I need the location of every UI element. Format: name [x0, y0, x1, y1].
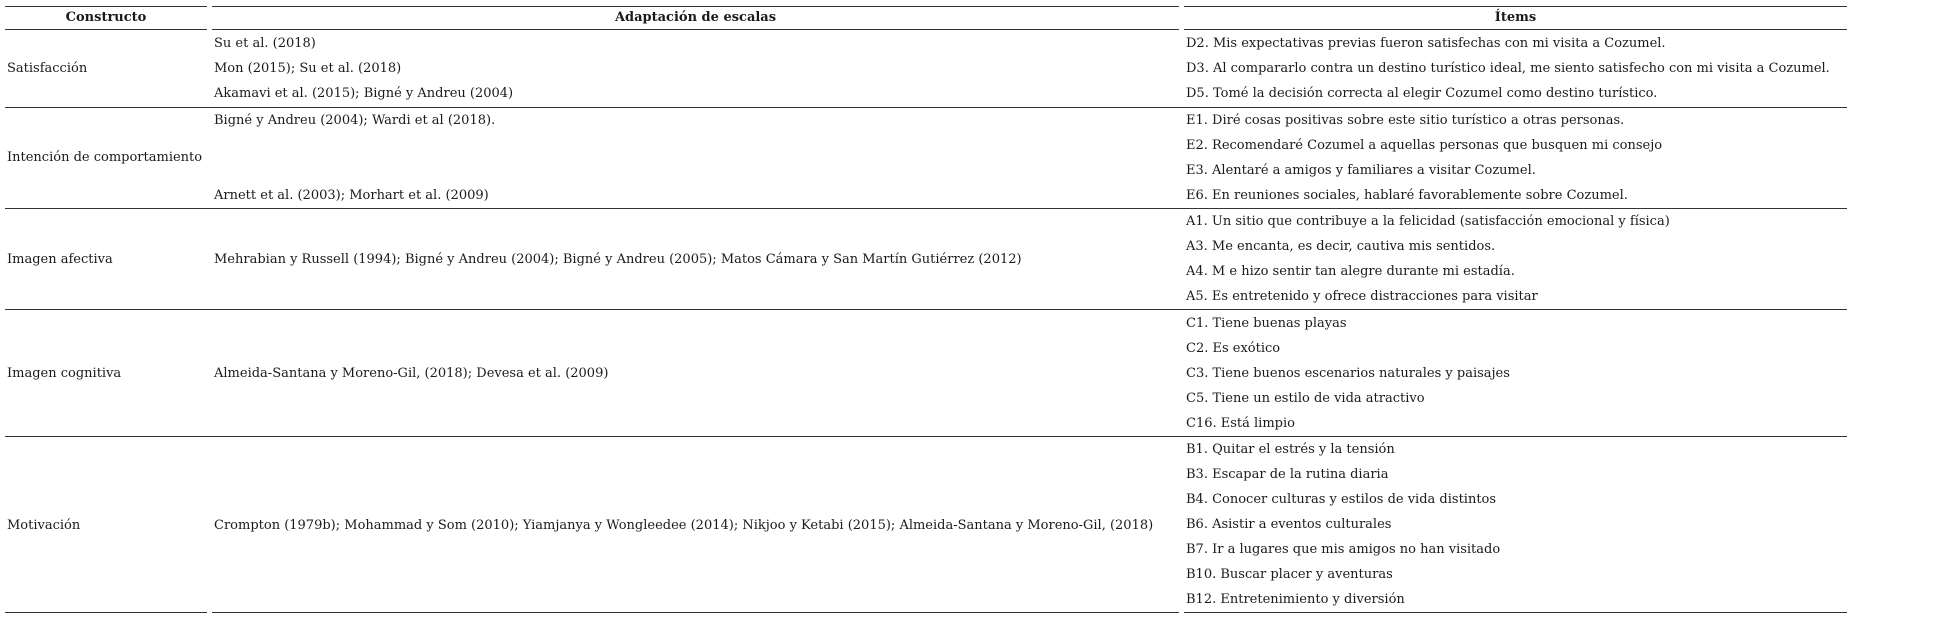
item-cell: C3. Tiene buenos escenarios naturales y paisajes [1186, 366, 1510, 381]
header-items: Ítems [1494, 10, 1537, 25]
item-cell: A4. M e hizo sentir tan alegre durante mi estadía. [1186, 264, 1515, 279]
construct-satisfaccion: Satisfacción [7, 61, 88, 76]
item-cell: B7. Ir a lugares que mis amigos no han visitado [1186, 542, 1501, 557]
header-rule-col2 [212, 29, 1179, 30]
source-cell: Mehrabian y Russell (1994); Bigné y Andreu (2004); Bigné y Andreu (2005); Matos Cámara y San Martín Gutiérrez (2012) [214, 252, 1022, 267]
group-rule [5, 309, 1847, 310]
item-cell: B12. Entretenimiento y diversión [1186, 592, 1405, 607]
top-rule-col1 [5, 6, 207, 7]
bottom-rule-col1 [5, 612, 207, 613]
construct-imagen-afectiva: Imagen afectiva [7, 252, 113, 267]
item-cell: B1. Quitar el estrés y la tensión [1186, 442, 1395, 457]
item-cell: B4. Conocer culturas y estilos de vida distintos [1186, 492, 1497, 507]
group-rule [5, 436, 1847, 437]
header-rule-col3 [1184, 29, 1847, 30]
item-cell: C5. Tiene un estilo de vida atractivo [1186, 391, 1425, 406]
header-rule-col1 [5, 29, 207, 30]
item-cell: D2. Mis expectativas previas fueron satisfechas con mi visita a Cozumel. [1186, 36, 1666, 51]
construct-imagen-cognitiva: Imagen cognitiva [7, 366, 122, 381]
group-rule [5, 107, 1847, 108]
item-cell: C16. Está limpio [1186, 416, 1295, 431]
item-cell: D5. Tomé la decisión correcta al elegir Cozumel como destino turístico. [1186, 86, 1658, 101]
construct-intencion: Intención de comportamiento [7, 150, 203, 165]
item-cell: B10. Buscar placer y aventuras [1186, 567, 1393, 582]
item-cell: D3. Al compararlo contra un destino turístico ideal, me siento satisfecho con mi visita a Cozumel. [1186, 61, 1830, 76]
source-cell: Arnett et al. (2003); Morhart et al. (2009) [214, 188, 489, 203]
source-cell: Mon (2015); Su et al. (2018) [214, 61, 402, 76]
header-adaptation: Adaptación de escalas [614, 10, 777, 25]
source-cell: Bigné y Andreu (2004); Wardi et al (2018). [214, 113, 496, 128]
bottom-rule-col2 [212, 612, 1179, 613]
source-cell: Almeida-Santana y Moreno-Gil, (2018); Devesa et al. (2009) [214, 366, 609, 381]
source-cell: Su et al. (2018) [214, 36, 316, 51]
construct-motivacion: Motivación [7, 518, 81, 533]
item-cell: E1. Diré cosas positivas sobre este sitio turístico a otras personas. [1186, 113, 1625, 128]
source-cell: Crompton (1979b); Mohammad y Som (2010); Yiamjanya y Wongleedee (2014); Nikjoo y Ketabi (2015); Almeida-Santana y Moreno-Gil, (2018) [214, 518, 1154, 533]
item-cell: A1. Un sitio que contribuye a la felicidad (satisfacción emocional y física) [1186, 214, 1670, 229]
item-cell: E6. En reuniones sociales, hablaré favorablemente sobre Cozumel. [1186, 188, 1628, 203]
item-cell: B6. Asistir a eventos culturales [1186, 517, 1392, 532]
item-cell: C1. Tiene buenas playas [1186, 316, 1347, 331]
header-construct: Constructo [65, 10, 147, 25]
item-cell: A5. Es entretenido y ofrece distracciones para visitar [1186, 289, 1538, 304]
item-cell: E3. Alentaré a amigos y familiares a visitar Cozumel. [1186, 163, 1536, 178]
item-cell: A3. Me encanta, es decir, cautiva mis sentidos. [1186, 239, 1496, 254]
top-rule-col2 [212, 6, 1179, 7]
item-cell: C2. Es exótico [1186, 341, 1281, 356]
group-rule [5, 208, 1847, 209]
bottom-rule-col3 [1184, 612, 1847, 613]
item-cell: B3. Escapar de la rutina diaria [1186, 467, 1389, 482]
top-rule-col3 [1184, 6, 1847, 7]
source-cell: Akamavi et al. (2015); Bigné y Andreu (2004) [214, 86, 514, 101]
item-cell: E2. Recomendaré Cozumel a aquellas personas que busquen mi consejo [1186, 138, 1663, 153]
